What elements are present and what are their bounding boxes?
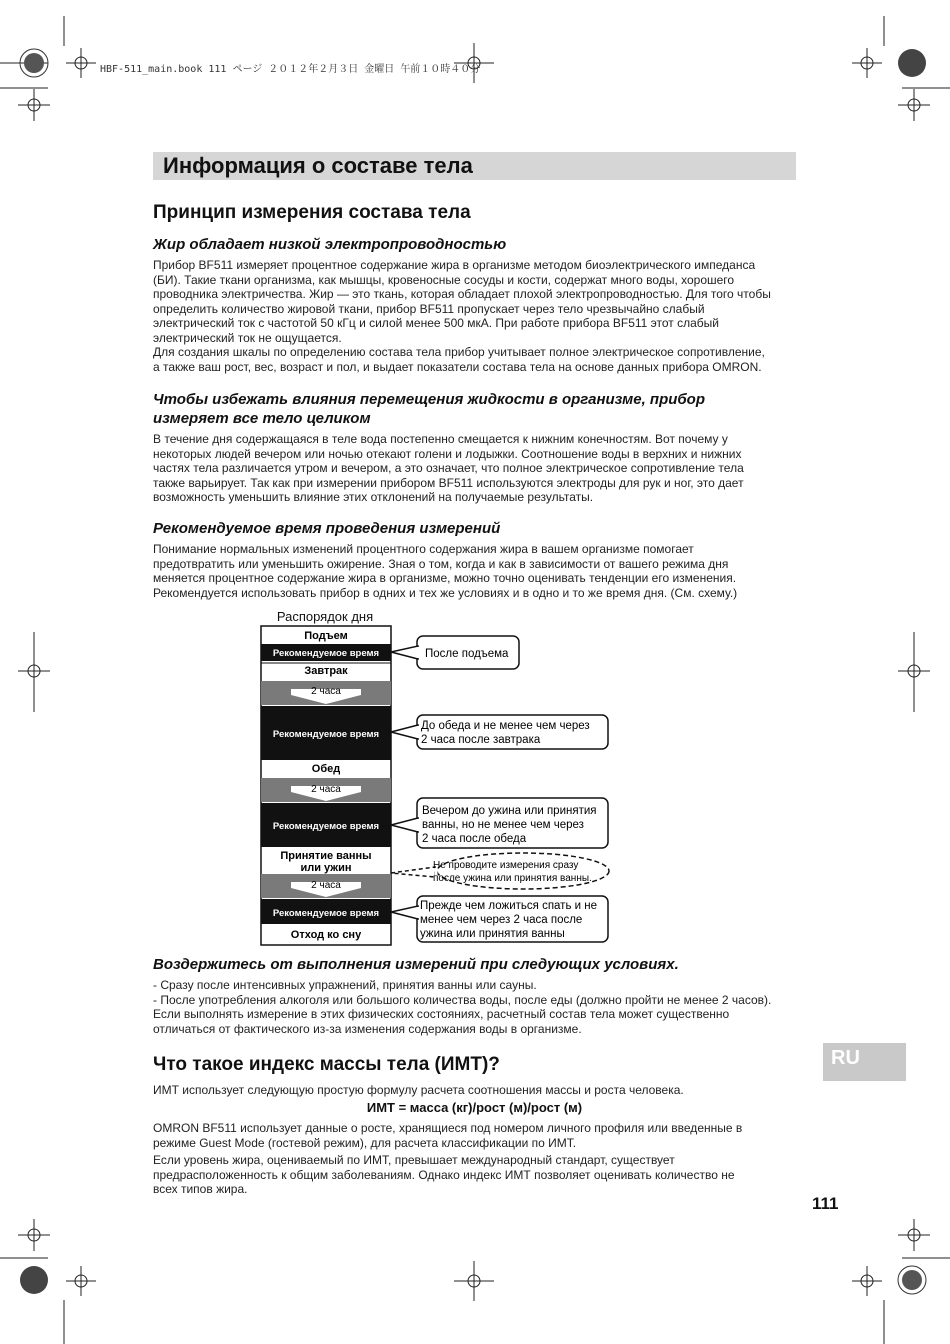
text-line: отличаться от фактического из-за изменения содержания воды в организме. — [153, 1021, 582, 1036]
text-line: режиме Guest Mode (гостевой режим), для расчета классификации по ИМТ. — [153, 1135, 577, 1150]
schedule-bath: Принятие ванны — [280, 850, 372, 862]
callout-evening — [391, 798, 608, 848]
list-item: - Сразу после интенсивных упражнений, принятия ванны или сауны. — [153, 978, 537, 992]
callout-text: Не проводите измерения сразу — [433, 860, 579, 871]
print-header: HBF-511_main.book 111 ページ ２０１２年２月３日 金曜日 午前１０時４０分 — [100, 64, 481, 75]
list-item: - После употребления алкоголя или большого количества воды, после еды (должно пройти не менее 2 часов). — [153, 992, 772, 1007]
paragraph — [153, 1153, 735, 1197]
schedule-bath: или ужин — [300, 862, 352, 874]
text-line: предотвратить или уменьшить ожирение. Зная о том, когда и как в зависимости от вашего режима дня — [153, 556, 729, 571]
text-line: электрический ток не ощущается. — [153, 330, 342, 345]
text-line: Понимание нормальных изменений процентного содержания жира в вашем организме помогает — [153, 542, 694, 556]
text-line: некоторых людей вечером или ночью отекают голени и лодыжки. Соотношение воды в верхних и нижних — [153, 446, 742, 461]
text-line: определить количество жировой ткани, прибор BF511 пропускает через тело чрезвычайно слабый — [153, 301, 705, 316]
page-title: Информация о составе тела — [163, 153, 473, 178]
text-line: ИМТ использует следующую простую формулу расчета соотношения массы и роста человека. — [153, 1083, 684, 1097]
diagram-title: Распорядок дня — [276, 609, 374, 624]
page-title-bar — [153, 152, 796, 180]
subheading — [153, 390, 705, 428]
schedule-sleep: Отход ко сну — [290, 929, 362, 941]
subheading-line: измеряет все тело целиком — [153, 410, 371, 427]
callout-text: До обеда и не менее чем через — [421, 720, 590, 732]
subheading: Рекомендуемое время проведения измерений — [153, 520, 501, 537]
bmi-formula: ИМТ = масса (кг)/рост (м)/рост (м) — [366, 1100, 583, 1115]
subheading-line: Чтобы избежать влияния перемещения жидкости в организме, прибор — [153, 391, 706, 408]
callout-text: после ужина или принятия ванны. — [433, 873, 592, 884]
text-line: Рекомендуется использовать прибор в одних и тех же условиях и в одно и то же время дня. (См. схему.) — [153, 585, 738, 600]
callout-text: После подъема — [425, 648, 509, 660]
recommended-time-label: Рекомендуемое время — [272, 648, 380, 659]
two-hours-label: 2 часа — [311, 784, 341, 795]
text-line: (БИ). Такие ткани организма, как мышцы, кровеносные сосуды и кости, содержат много воды, хорошего — [153, 272, 735, 287]
text-line: возможность уменьшить влияние этих отклонений на получаемые результаты. — [153, 490, 594, 504]
text-line: предрасположенность к общим заболеваниям. Однако индекс ИМТ позволяет оценивать количество не — [153, 1167, 735, 1182]
recommended-time-label: Рекомендуемое время — [272, 908, 380, 919]
language-tab-label: RU — [831, 1047, 860, 1069]
text-line: а также ваш рост, вес, возраст и пол, и выдает показатели состава тела на основе данных прибора OMRON. — [153, 359, 762, 374]
paragraph — [153, 432, 744, 505]
text-line: Для создания шкалы по определению состава тела прибор учитывает полное электрическое сопротивление, — [153, 345, 765, 359]
schedule-breakfast: Завтрак — [304, 665, 348, 677]
two-hours-label: 2 часа — [311, 880, 341, 891]
callout-text: ужина или принятия ванны — [420, 928, 565, 940]
schedule-lunch: Обед — [311, 763, 341, 775]
callout-text: Вечером до ужина или принятия — [422, 805, 597, 817]
recommended-time-label: Рекомендуемое время — [272, 729, 380, 740]
text-line: Прибор BF511 измеряет процентное содержание жира в организме методом биоэлектрического импеданса — [153, 258, 756, 272]
subheading: Воздержитесь от выполнения измерений при следующих условиях. — [153, 956, 679, 973]
schedule-wake: Подъем — [304, 630, 348, 642]
paragraph — [153, 542, 737, 600]
recommended-time-label: Рекомендуемое время — [272, 821, 380, 832]
callout-text: менее чем через 2 часа после — [420, 914, 583, 926]
daily-schedule-diagram — [255, 606, 620, 951]
two-hours-label: 2 часа — [311, 686, 341, 697]
text-line: проводника электричества. Жир — это ткань, которая обладает плохой электропроводностью. Для того чтобы — [153, 287, 771, 301]
callout-before-sleep — [391, 896, 608, 942]
text-line: В течение дня содержащаяся в теле вода постепенно смещается к нижним конечностям. Вот почему у — [153, 432, 728, 446]
callout-warning — [391, 853, 609, 889]
callout-before-lunch — [391, 715, 608, 749]
text-line: всех типов жира. — [153, 1182, 248, 1196]
text-line: частях тела различается утром и вечером, а это означает, что полное электрическое сопротивление тела — [153, 461, 744, 475]
text-line: электрический ток с частотой 50 кГц и силой менее 500 мкА. При работе прибора BF511 этот слабый — [153, 316, 719, 330]
paragraph — [153, 258, 771, 374]
paragraph — [153, 1121, 742, 1150]
paragraph — [153, 978, 771, 1036]
subheading: Жир обладает низкой электропроводностью — [153, 236, 507, 253]
text-line: также варьирует. Так как при измерении прибором BF511 используются электроды для рук и ног, это дает — [153, 475, 744, 490]
section-heading: Принцип измерения состава тела — [153, 202, 471, 223]
text-line: меняется процентное содержание жира в организме, можно точно оценивать тенденции его изменения. — [153, 571, 737, 585]
text-line: Если уровень жира, оцениваемый по ИМТ, превышает международный стандарт, существует — [153, 1153, 675, 1167]
callout-after-waking — [391, 636, 519, 669]
section-heading: Что такое индекс массы тела (ИМТ)? — [153, 1054, 500, 1075]
callout-text: ванны, но не менее чем через — [422, 819, 584, 831]
callout-text: Прежде чем ложиться спать и не — [420, 900, 598, 912]
text-line: OMRON BF511 использует данные о росте, хранящиеся под номером личного профиля или введенные в — [153, 1121, 743, 1135]
callout-text: 2 часа после завтрака — [421, 734, 541, 746]
text-line: Если выполнять измерение в этих физических состояниях, расчетный состав тела может существенно — [153, 1007, 730, 1021]
language-tab — [823, 1043, 906, 1081]
page-number: 111 — [812, 1194, 839, 1213]
callout-text: 2 часа после обеда — [422, 833, 527, 845]
